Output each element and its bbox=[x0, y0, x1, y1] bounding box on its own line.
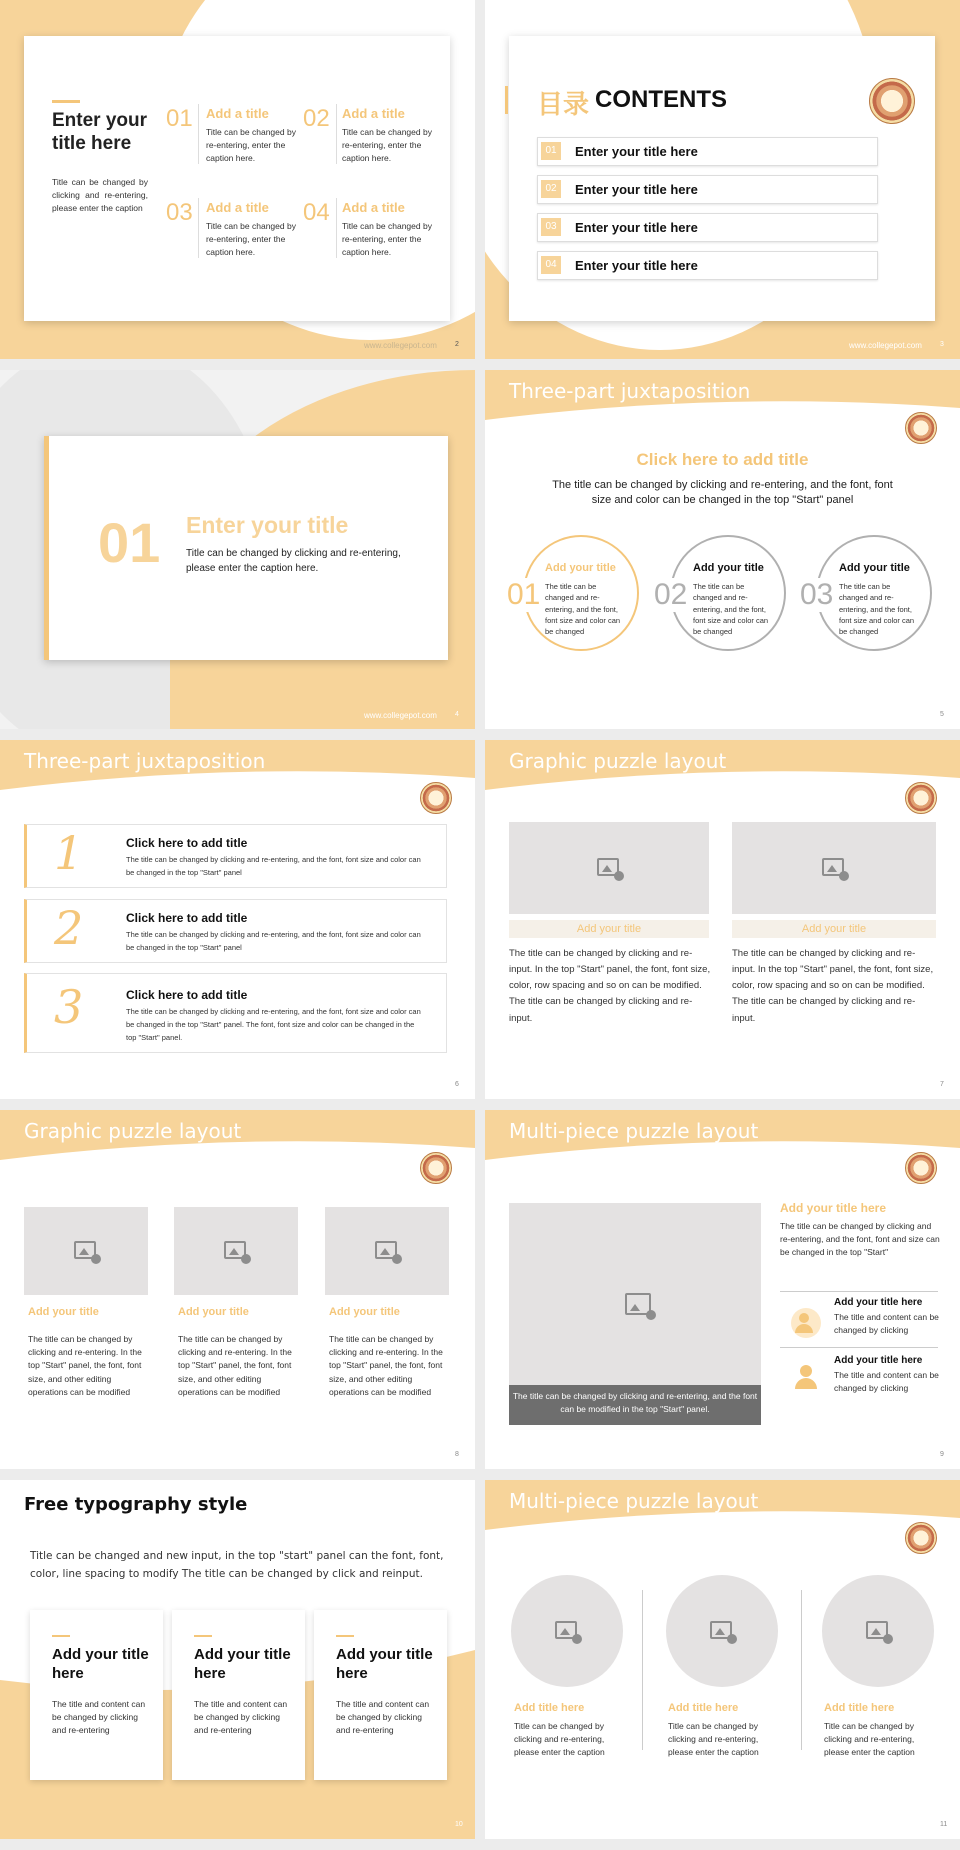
card-text: The title and content can be changed by clicking and re-entering bbox=[52, 1699, 146, 1736]
circle-number: 03 bbox=[800, 578, 834, 611]
item-number: 02 bbox=[303, 105, 330, 132]
toc-label: Enter your title here bbox=[575, 220, 698, 235]
page-number: 7 bbox=[940, 1081, 944, 1088]
image-placeholder[interactable] bbox=[174, 1207, 298, 1295]
college-seal-icon bbox=[869, 78, 915, 124]
header-title: Multi-piece puzzle layout bbox=[509, 1119, 759, 1143]
footer-url: www.collegepot.com bbox=[849, 341, 922, 350]
right-text: The title can be changed by clicking and re-entering, and the font, font and size can be changed in the top "Start" bbox=[780, 1221, 940, 1258]
college-seal-icon bbox=[420, 1152, 452, 1184]
row-text: The title can be changed by clicking and re-entering, and the font, font size and color can be changed in the top "Start" panel. The font, font size and color can be changed in the top "Start" panel. bbox=[126, 1007, 421, 1042]
item-text: Title can be changed by re-entering, enter the caption here. bbox=[206, 221, 296, 258]
toc-label: Enter your title here bbox=[575, 182, 698, 197]
accent-bar bbox=[52, 1635, 70, 1637]
circle-number: 02 bbox=[654, 578, 688, 611]
col-text: The title can be changed by clicking and re-entering. In the top "Start" panel, the font, font size, and other editing operations can be modified bbox=[329, 1334, 443, 1397]
col-title: Add your title bbox=[509, 920, 709, 938]
college-seal-icon bbox=[905, 1522, 937, 1554]
title-en: CONTENTS bbox=[595, 86, 727, 113]
row-number: 2 bbox=[54, 901, 84, 955]
slide-title: Click here to add title bbox=[636, 450, 809, 469]
item-number: 01 bbox=[166, 105, 193, 132]
page-number: 2 bbox=[455, 341, 459, 348]
title-cn: 目录 bbox=[537, 89, 590, 119]
slide-3[interactable] bbox=[485, 0, 960, 359]
col-text: The title can be changed by clicking and re-entering. In the top "Start" panel, the font, font size, and other editing operations can be modified bbox=[28, 1334, 142, 1397]
toc-label: Enter your title here bbox=[575, 144, 698, 159]
toc-num: 03 bbox=[541, 218, 561, 236]
image-placeholder-icon bbox=[555, 1621, 577, 1639]
card-text: The title and content can be changed by clicking and re-entering bbox=[194, 1699, 288, 1736]
row-title: Click here to add title bbox=[126, 911, 248, 925]
page-number: 9 bbox=[940, 1451, 944, 1458]
circle-title: Add your title bbox=[693, 562, 764, 574]
main-caption: Title can be changed by clicking and re-entering, please enter the caption bbox=[52, 177, 148, 214]
image-placeholder[interactable] bbox=[666, 1575, 778, 1687]
accent-bar bbox=[194, 1635, 212, 1637]
slide-2[interactable] bbox=[0, 0, 475, 359]
row-number: 1 bbox=[54, 826, 84, 880]
slide-9[interactable] bbox=[485, 1110, 960, 1469]
user-group-icon bbox=[791, 1308, 821, 1338]
page-number: 4 bbox=[455, 711, 459, 718]
toc-num: 01 bbox=[541, 142, 561, 160]
section-number: 01 bbox=[98, 511, 161, 574]
row-number: 3 bbox=[54, 980, 84, 1034]
page-number: 5 bbox=[940, 711, 944, 718]
toc-label: Enter your title here bbox=[575, 258, 698, 273]
header-title: Graphic puzzle layout bbox=[24, 1119, 242, 1143]
image-caption: The title can be changed by clicking and re-entering, and the font can be modified in the top "Start" panel. bbox=[509, 1385, 761, 1425]
image-placeholder-icon bbox=[597, 858, 619, 876]
image-placeholder[interactable] bbox=[822, 1575, 934, 1687]
page-number: 11 bbox=[940, 1821, 948, 1828]
accent-bar bbox=[52, 100, 80, 103]
college-seal-icon bbox=[420, 782, 452, 814]
item-text: The title and content can be changed by clicking bbox=[834, 1370, 939, 1394]
col-text: Title can be changed by clicking and re-entering, please enter the caption bbox=[668, 1721, 759, 1758]
footer-url: www.collegepot.com bbox=[364, 341, 437, 350]
slide-title: Free typography style bbox=[24, 1494, 248, 1515]
col-title: Add your title bbox=[732, 920, 936, 938]
circle-number: 01 bbox=[507, 578, 541, 611]
image-placeholder[interactable] bbox=[24, 1207, 148, 1295]
college-seal-icon bbox=[905, 412, 937, 444]
item-text: Title can be changed by re-entering, enter the caption here. bbox=[342, 127, 432, 164]
image-placeholder-icon bbox=[710, 1621, 732, 1639]
row-text: The title can be changed by clicking and re-entering, and the font, font size and color can be changed in the top "Start" panel bbox=[126, 930, 421, 952]
toc-num: 02 bbox=[541, 180, 561, 198]
item-title: Add a title bbox=[206, 106, 269, 121]
col-title: Add your title bbox=[329, 1306, 400, 1318]
card-title: Add your title here bbox=[194, 1646, 291, 1682]
col-text: Title can be changed by clicking and re-entering, please enter the caption bbox=[824, 1721, 915, 1758]
page-number: 8 bbox=[455, 1451, 459, 1458]
row-title: Click here to add title bbox=[126, 988, 248, 1002]
slide-11[interactable] bbox=[485, 1480, 960, 1839]
page-number: 10 bbox=[455, 1821, 463, 1828]
image-placeholder[interactable] bbox=[732, 822, 936, 914]
image-placeholder[interactable] bbox=[509, 822, 709, 914]
slide-intro: Title can be changed and new input, in the top "start" panel can the font, font, color, line spacing to modify The title can be changed by click and reinput. bbox=[30, 1550, 444, 1580]
right-title: Add your title here bbox=[780, 1201, 887, 1215]
circle-title: Add your title bbox=[545, 562, 616, 574]
slide-10[interactable] bbox=[0, 1480, 475, 1839]
page-number: 3 bbox=[940, 341, 944, 348]
section-caption: Title can be changed by clicking and re-entering, please enter the caption here. bbox=[186, 548, 401, 574]
image-placeholder-icon bbox=[625, 1293, 651, 1315]
slide-5[interactable] bbox=[485, 370, 960, 729]
item-text: The title and content can be changed by clicking bbox=[834, 1312, 939, 1336]
header-title: Multi-piece puzzle layout bbox=[509, 1489, 759, 1513]
image-placeholder[interactable] bbox=[325, 1207, 449, 1295]
item-text: Title can be changed by re-entering, enter the caption here. bbox=[342, 221, 432, 258]
col-title: Add your title bbox=[178, 1306, 249, 1318]
item-title: Add a title bbox=[342, 106, 405, 121]
col-title: Add title here bbox=[824, 1702, 895, 1714]
col-text: The title can be changed by clicking and re-input. In the top "Start" panel, the font, font size, color, row spacing and so on can be modified. The title can be changed by clicking and re-input. bbox=[732, 948, 934, 1024]
image-placeholder-icon bbox=[822, 858, 844, 876]
item-number: 04 bbox=[303, 199, 330, 226]
header-title: Three-part juxtaposition bbox=[24, 749, 266, 773]
col-text: The title can be changed by clicking and re-input. In the top "Start" panel, the font, font size, color, row spacing and so on can be modified. The title can be changed by clicking and re-input. bbox=[509, 948, 711, 1024]
col-title: Add title here bbox=[668, 1702, 739, 1714]
item-text: Title can be changed by re-entering, enter the caption here. bbox=[206, 127, 296, 164]
accent-bar bbox=[336, 1635, 354, 1637]
card-text: The title and content can be changed by clicking and re-entering bbox=[336, 1699, 430, 1736]
item-title: Add a title bbox=[206, 200, 269, 215]
slide-4[interactable] bbox=[0, 370, 475, 729]
text-card[interactable] bbox=[30, 1610, 163, 1780]
image-placeholder-icon bbox=[866, 1621, 888, 1639]
section-title: Enter your title bbox=[186, 512, 349, 538]
text-card[interactable] bbox=[314, 1610, 447, 1780]
item-title: Add your title here bbox=[834, 1355, 923, 1366]
text-card[interactable] bbox=[172, 1610, 305, 1780]
card-title: Add your title here bbox=[52, 1646, 149, 1682]
toc-num: 04 bbox=[541, 256, 561, 274]
footer-url: www.collegepot.com bbox=[364, 711, 437, 720]
header-title: Graphic puzzle layout bbox=[509, 749, 727, 773]
college-seal-icon bbox=[905, 782, 937, 814]
circle-text: The title can be changed and re-entering, and the font, font size and color can be changed bbox=[839, 582, 915, 636]
main-title: Enter your title here bbox=[52, 110, 148, 154]
user-icon bbox=[791, 1363, 821, 1393]
image-placeholder-icon bbox=[375, 1241, 397, 1259]
card-title: Add your title here bbox=[336, 1646, 433, 1682]
image-placeholder-icon bbox=[74, 1241, 96, 1259]
circle-text: The title can be changed and re-entering, and the font, font size and color can be changed bbox=[545, 582, 621, 636]
header-title: Three-part juxtaposition bbox=[509, 379, 751, 403]
item-number: 03 bbox=[166, 199, 193, 226]
col-text: Title can be changed by clicking and re-entering, please enter the caption bbox=[514, 1721, 605, 1758]
slide-7[interactable] bbox=[485, 740, 960, 1099]
col-title: Add your title bbox=[28, 1306, 99, 1318]
slide-8[interactable] bbox=[0, 1110, 475, 1469]
row-text: The title can be changed by clicking and re-entering, and the font, font size and color can be changed in the top "Start" panel bbox=[126, 855, 421, 877]
item-title: Add your title here bbox=[834, 1297, 923, 1308]
college-seal-icon bbox=[905, 1152, 937, 1184]
slide-subtitle: The title can be changed by clicking and re-entering, and the font, font size and color can be changed in the top "Start" panel bbox=[552, 479, 893, 507]
col-text: The title can be changed by clicking and re-entering. In the top "Start" panel, the font, font size, and other editing operations can be modified bbox=[178, 1334, 292, 1397]
item-title: Add a title bbox=[342, 200, 405, 215]
slide-6[interactable] bbox=[0, 740, 475, 1099]
page-number: 6 bbox=[455, 1081, 459, 1088]
image-placeholder[interactable] bbox=[511, 1575, 623, 1687]
circle-title: Add your title bbox=[839, 562, 910, 574]
circle-text: The title can be changed and re-entering, and the font, font size and color can be changed bbox=[693, 582, 769, 636]
col-title: Add title here bbox=[514, 1702, 585, 1714]
row-title: Click here to add title bbox=[126, 836, 248, 850]
image-placeholder-icon bbox=[224, 1241, 246, 1259]
